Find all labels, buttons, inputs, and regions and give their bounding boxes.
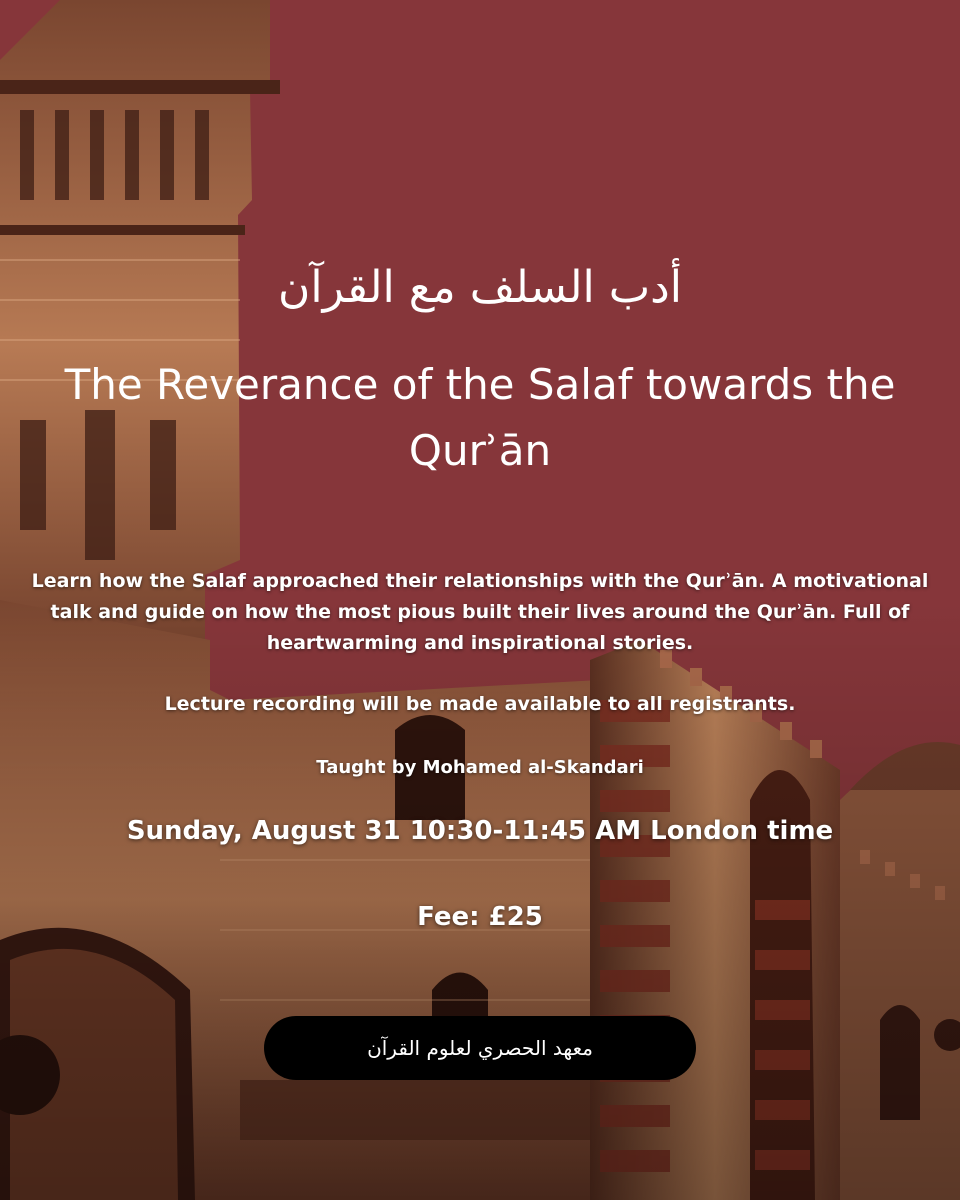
teacher-name: Taught by Mohamed al-Skandari	[316, 757, 644, 778]
organization-name: معهد الحصري لعلوم القرآن	[367, 1036, 593, 1060]
event-fee: Fee: £25	[417, 902, 543, 932]
english-title: The Reverance of the Salaf towards the Qurʾān	[64, 360, 896, 475]
organization-badge	[264, 1016, 696, 1080]
recording-note: Lecture recording will be made available to all registrants.	[164, 693, 796, 715]
arabic-title: أدب السلف مع القرآن	[278, 262, 682, 313]
event-description: Learn how the Salaf approached their relationships with the Qurʾān. A motivational talk and guide on how the most pious built their lives around the Qurʾān. Full of heartwarming and inspirational stories.	[31, 570, 929, 654]
event-date-time: Sunday, August 31 10:30-11:45 AM London time	[126, 816, 834, 846]
